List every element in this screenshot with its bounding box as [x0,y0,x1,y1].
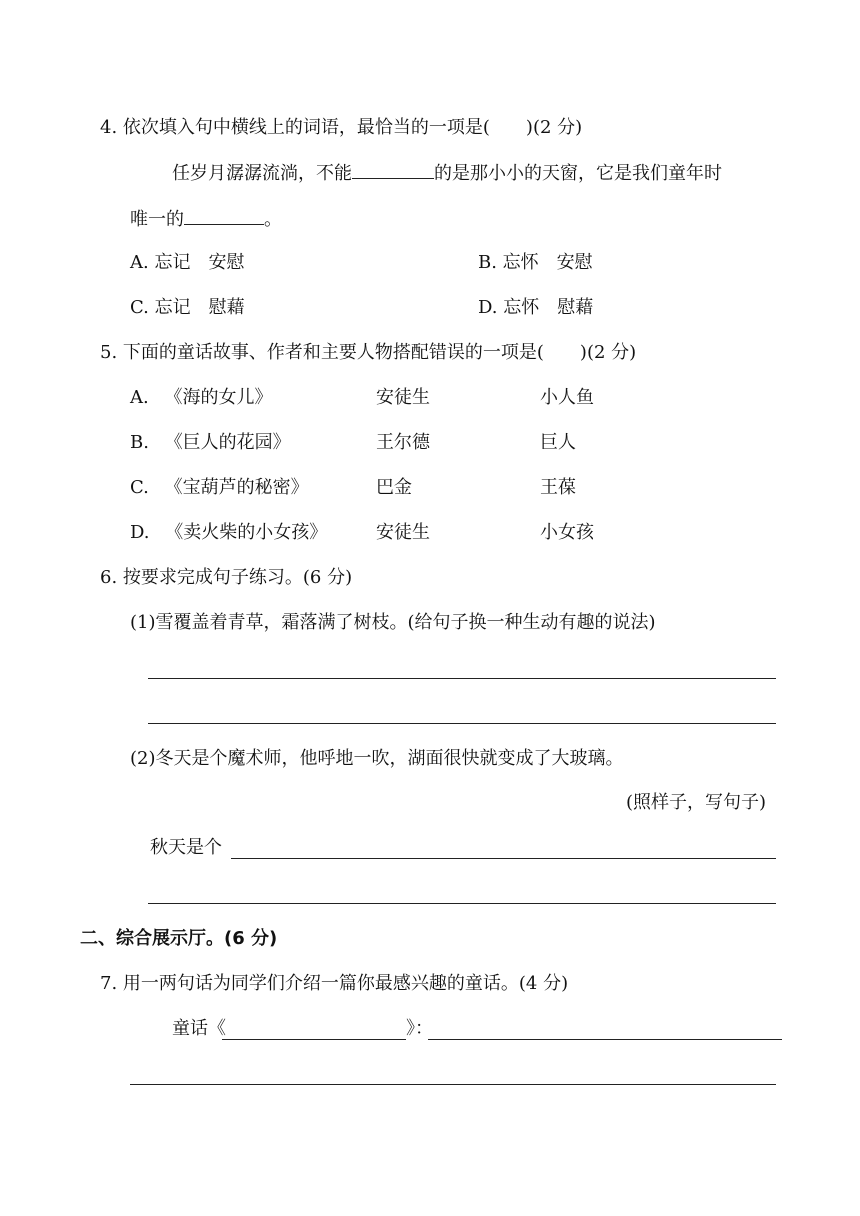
option-letter: B. [130,432,149,453]
q4-sentence-line2 [130,206,282,232]
q5-option-b[interactable] [130,431,291,455]
q7-title-blank[interactable] [222,1039,406,1040]
q5-option-a[interactable] [130,386,272,410]
q4-line1-part-a: 任岁月潺潺流淌，不能 [172,163,352,184]
story-author: 王尔德 [376,432,430,453]
q6-sub1: (1)雪覆盖着青草，霜落满了树枝。(给句子换一种生动有趣的说法) [130,612,656,633]
q7-story-suffix: 》： [406,1018,433,1039]
q6-stem: 6. 按要求完成句子练习。(6 分) [100,567,353,588]
q4-option-a[interactable]: A. 忘记 安慰 [130,252,245,273]
q4-blank-1[interactable] [352,160,434,179]
q7-stem: 7. 用一两句话为同学们介绍一篇你最感兴趣的童话。(4 分) [100,973,569,994]
q4-option-c[interactable]: C. 忘记 慰藉 [130,297,245,318]
story-author: 巴金 [376,477,412,498]
q7-answer-line-1[interactable] [428,1039,782,1040]
story-author: 安徒生 [376,387,430,408]
story-character: 小人鱼 [540,387,594,408]
option-letter: A. [130,387,149,408]
q6-sub1-answer-line-2[interactable] [148,723,776,724]
q6-sub2-answer-line-1[interactable] [231,858,776,859]
q5-option-c[interactable] [130,476,309,500]
q4-sentence-line1 [172,160,722,186]
q6-sub2-instruction: (照样子，写句子) [626,792,767,813]
q4-stem: 4. 依次填入句中横线上的词语，最恰当的一项是( )(2 分) [100,117,583,138]
q6-sub2: (2)冬天是个魔术师，他呼地一吹，湖面很快就变成了大玻璃。 [130,748,624,769]
story-title: 《宝葫芦的秘密》 [164,477,309,498]
story-character: 王葆 [540,477,576,498]
story-character: 小女孩 [540,522,594,543]
q4-line1-part-b: 的是那小小的天窗，它是我们童年时 [434,163,722,184]
q4-blank-2[interactable] [184,206,264,225]
q6-sub2-answer-line-2[interactable] [148,903,776,904]
story-title: 《卖火柴的小女孩》 [165,522,328,543]
q4-option-d[interactable]: D. 忘怀 慰藉 [478,297,594,318]
option-letter: C. [130,477,149,498]
story-character: 巨人 [540,432,576,453]
q4-line2-part-a: 唯一的 [130,209,184,230]
section-2-heading: 二、综合展示厅。(6 分) [80,928,278,949]
q4-line2-part-b: 。 [264,209,282,230]
q7-answer-line-2[interactable] [130,1084,776,1085]
q5-stem: 5. 下面的童话故事、作者和主要人物搭配错误的一项是( )(2 分) [100,342,637,363]
story-author: 安徒生 [376,522,430,543]
q7-story-prefix: 童话《 [172,1018,226,1039]
option-letter: D. [130,522,150,543]
story-title: 《巨人的花园》 [164,432,291,453]
q6-sub1-answer-line-1[interactable] [148,678,776,679]
q4-option-b[interactable]: B. 忘怀 安慰 [478,252,593,273]
q5-option-d[interactable] [130,521,327,545]
q6-autumn-prefix: 秋天是个 [150,837,222,858]
story-title: 《海的女儿》 [164,387,273,408]
